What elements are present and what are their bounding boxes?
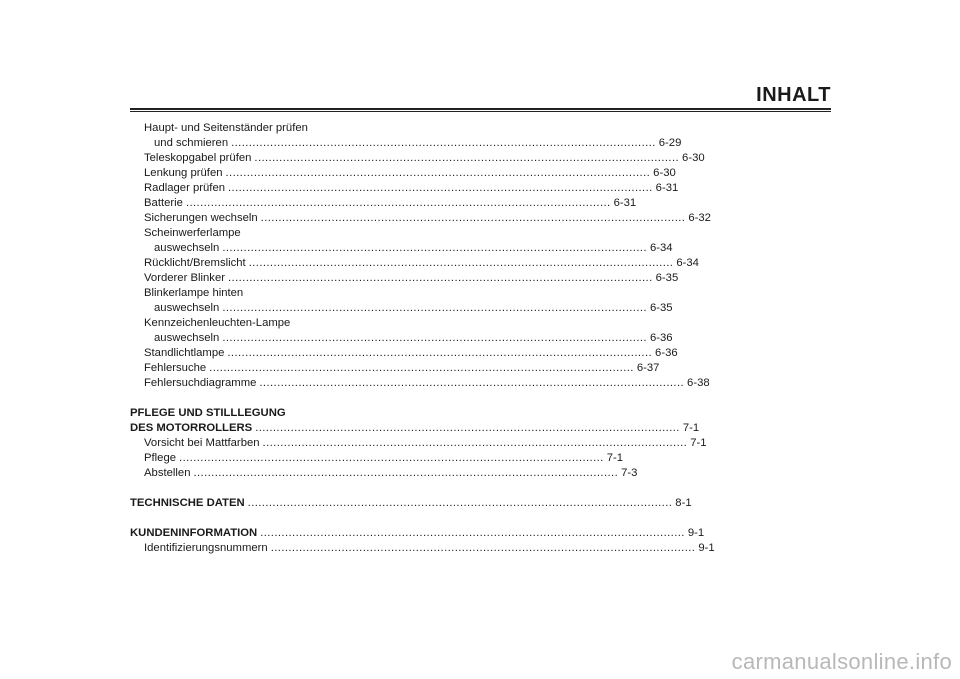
page-header: [130, 84, 831, 110]
toc-dot-leader: ........................................................................................................................: [260, 212, 686, 224]
toc-dot-leader: ........................................................................................................................: [179, 452, 604, 464]
toc-page-number: 6-30: [653, 167, 676, 179]
toc-page-number: 6-31: [613, 197, 637, 209]
toc-entry-label: Vorsicht bei Mattfarben: [144, 437, 260, 449]
toc-entry-label: Standlichtlampe: [144, 347, 225, 359]
toc-page-number: 6-34: [676, 257, 699, 269]
toc-dot-leader: ........................................................................................................................: [222, 302, 647, 314]
toc-dot-leader: ........................................................................................................................: [227, 347, 653, 359]
toc-page-number: 9-1: [687, 527, 705, 539]
toc-dot-leader: ........................................................................................................................: [222, 332, 647, 344]
toc-entry-label: Haupt- und Seitenständer prüfen: [144, 122, 308, 134]
toc-page-number: 7-1: [690, 437, 707, 449]
toc-entry[interactable]: [130, 361, 660, 376]
toc-entry[interactable]: [130, 286, 352, 301]
toc-entry-label: Abstellen: [144, 467, 191, 479]
toc-page-number: 6-30: [682, 152, 705, 164]
toc-entry-label: Pflege: [144, 452, 177, 464]
toc-section-heading[interactable]: [130, 496, 692, 511]
toc-dot-leader: ........................................................................................................................: [222, 242, 647, 254]
toc-entry-label: Sicherungen wechseln: [144, 212, 258, 224]
toc-dot-leader: ........................................................................................................................: [255, 422, 680, 434]
toc-dot-leader: ........................................................................................................................: [254, 152, 680, 164]
toc-entry[interactable]: [130, 151, 705, 166]
watermark: carmanualsonline.info: [731, 649, 952, 674]
toc-entry-label: Lenkung prüfen: [144, 167, 223, 179]
toc-entry-label: Teleskopgabel prüfen: [144, 152, 252, 164]
toc-dot-leader: ........................................................................................................................: [247, 497, 673, 509]
toc-spacer: [130, 391, 352, 406]
toc-entry-label: Kennzeichenleuchten-Lampe: [144, 317, 291, 329]
toc-dot-leader: ........................................................................................................................: [262, 437, 688, 449]
toc-page-number: 6-36: [649, 332, 673, 344]
toc-page-number: 6-35: [655, 272, 679, 284]
toc-section-heading[interactable]: [130, 406, 352, 421]
toc-entry-label: Scheinwerferlampe: [144, 227, 241, 239]
table-of-contents: [130, 121, 715, 556]
toc-page-number: 9-1: [698, 542, 715, 554]
toc-entry[interactable]: [130, 271, 679, 286]
toc-entry-label: Batterie: [144, 197, 183, 209]
toc-entry[interactable]: [130, 331, 673, 346]
toc-entry-label: und schmieren: [154, 137, 229, 149]
toc-entry-label: Identifizierungsnummern: [144, 542, 268, 554]
toc-entry-label: Rücklicht/Bremslicht: [144, 257, 246, 269]
toc-dot-leader: ........................................................................................................................: [231, 137, 656, 149]
toc-page-number: 6-31: [655, 182, 679, 194]
toc-page-number: 6-29: [658, 137, 682, 149]
toc-page-number: 6-37: [636, 362, 660, 374]
toc-page-number: 7-1: [606, 452, 624, 464]
toc-section-heading[interactable]: [130, 526, 705, 541]
toc-entry-label: auswechseln: [154, 242, 220, 254]
toc-entry[interactable]: [130, 346, 678, 361]
toc-entry[interactable]: [130, 211, 711, 226]
toc-page-number: 6-32: [688, 212, 711, 224]
toc-entry-label: Radlager prüfen: [144, 182, 226, 194]
toc-entry[interactable]: [130, 181, 679, 196]
toc-dot-leader: ........................................................................................................................: [225, 167, 651, 179]
toc-page-number: 6-35: [649, 302, 673, 314]
toc-dot-leader: ........................................................................................................................: [228, 182, 653, 194]
toc-entry-label: auswechseln: [154, 302, 220, 314]
toc-dot-leader: ........................................................................................................................: [228, 272, 653, 284]
toc-spacer: [130, 481, 352, 496]
toc-entry[interactable]: [130, 451, 624, 466]
toc-entry[interactable]: [130, 226, 352, 241]
toc-page-number: 6-38: [687, 377, 710, 389]
toc-entry[interactable]: [130, 121, 352, 136]
toc-entry[interactable]: [130, 316, 352, 331]
toc-dot-leader: ........................................................................................................................: [259, 377, 685, 389]
toc-entry-label: KUNDENINFORMATION: [130, 527, 258, 539]
page-title: INHALT: [756, 84, 831, 106]
toc-entry-label: PFLEGE UND STILLLEGUNG: [130, 407, 286, 419]
toc-dot-leader: ........................................................................................................................: [270, 542, 696, 554]
toc-entry-label: Blinkerlampe hinten: [144, 287, 244, 299]
toc-entry-label: auswechseln: [154, 332, 220, 344]
toc-dot-leader: ........................................................................................................................: [260, 527, 685, 539]
toc-entry[interactable]: [130, 136, 682, 151]
toc-page-number: 7-1: [682, 422, 700, 434]
toc-entry[interactable]: [130, 376, 710, 391]
toc-entry-label: DES MOTORROLLERS: [130, 422, 253, 434]
toc-entry[interactable]: [130, 241, 673, 256]
toc-entry[interactable]: [130, 466, 638, 481]
toc-entry-label: Vorderer Blinker: [144, 272, 225, 284]
toc-page-number: 8-1: [675, 497, 692, 509]
toc-entry[interactable]: [130, 196, 637, 211]
toc-section-heading[interactable]: [130, 421, 700, 436]
toc-entry[interactable]: [130, 256, 699, 271]
toc-dot-leader: ........................................................................................................................: [209, 362, 634, 374]
toc-entry[interactable]: [130, 541, 715, 556]
toc-entry-label: Fehlersuche: [144, 362, 207, 374]
toc-page-number: 6-34: [649, 242, 673, 254]
toc-dot-leader: ........................................................................................................................: [185, 197, 611, 209]
toc-entry-label: TECHNISCHE DATEN: [130, 497, 245, 509]
toc-entry[interactable]: [130, 436, 707, 451]
toc-spacer: [130, 511, 352, 526]
toc-entry-label: Fehlersuchdiagramme: [144, 377, 257, 389]
header-rule: [130, 108, 831, 112]
toc-entry[interactable]: [130, 166, 676, 181]
toc-page-number: 7-3: [621, 467, 638, 479]
toc-dot-leader: ........................................................................................................................: [193, 467, 619, 479]
toc-page-number: 6-36: [655, 347, 678, 359]
toc-entry[interactable]: [130, 301, 673, 316]
toc-dot-leader: ........................................................................................................................: [248, 257, 674, 269]
